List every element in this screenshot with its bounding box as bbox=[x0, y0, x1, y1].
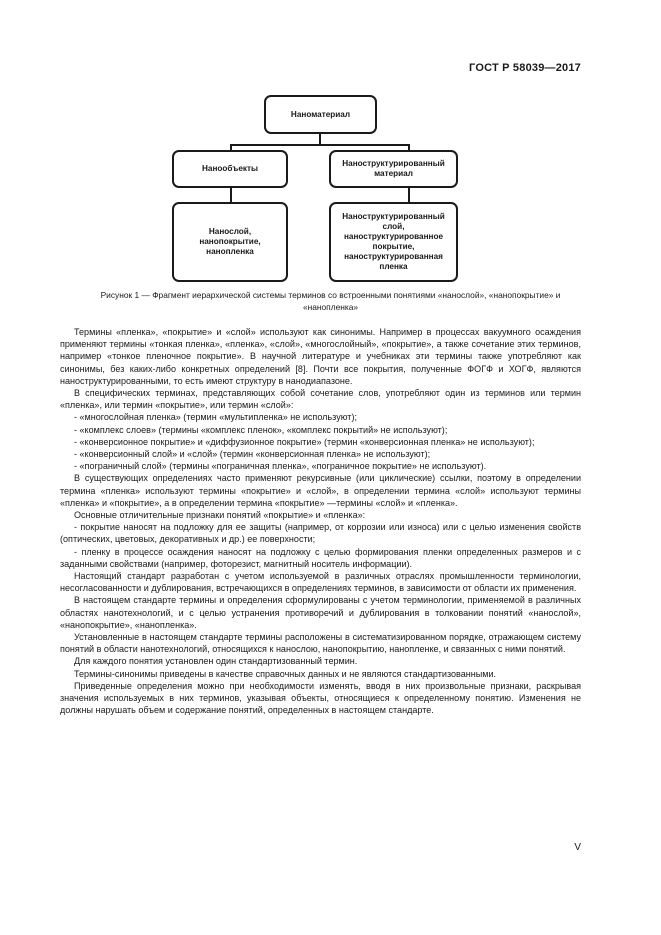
paragraph: В специфических терминах, представляющих собой сочетание слов, употребляют один из терминов или термин «пленка», или термин «покрытие», или термин «слой»: bbox=[60, 388, 581, 411]
paragraph: Установленные в настоящем стандарте термины расположены в систематизированном порядке, отражающем систему понятий в области нанотехнологий, относящихся к нанослою, нанопокрытию, нанопленке, и связанных с ними понятий. bbox=[60, 632, 581, 655]
diagram-nanostructured-material-node: Наноструктурированный материал bbox=[329, 150, 458, 188]
document-id: ГОСТ Р 58039—2017 bbox=[469, 62, 581, 74]
list-item: - «многослойная пленка» (термин «мультипленка» не используют); bbox=[74, 412, 357, 423]
connector-horizontal bbox=[230, 144, 410, 146]
paragraph: В существующих определениях часто применяют рекурсивные (или циклические) ссылки, поэтому в определении термина «пленка» используют термины «покрытие» и «слой», в определении термина «слой» используют термины «пленка» и «покрытие», а в определении термина «покрытие» —термины «слой» и «пленка». bbox=[60, 473, 581, 508]
list-item: - покрытие наносят на подложку для ее защиты (например, от коррозии или износа) или с целью изменения свойств (оптических, цветовых, декоративных и др.) ее поверхности; bbox=[60, 522, 581, 545]
connector-right-leaf bbox=[408, 187, 410, 203]
body-text bbox=[60, 326, 581, 717]
paragraph: Основные отличительные признаки понятий «покрытие» и «пленка»: bbox=[74, 510, 366, 521]
paragraph: Термины-синонимы приведены в качестве справочных данных и не являются стандартизованными. bbox=[74, 668, 497, 679]
paragraph: В настоящем стандарте термины и определения сформулированы с учетом терминологии, применяемой в различных областях нанотехнологий, и с целью устранения противоречий и дублирования в толковании понятий «нанослой», «нанопокрытие», «нанопленка». bbox=[60, 595, 581, 630]
paragraph: Настоящий стандарт разработан с учетом используемой в различных отраслях промышленности терминологии, несогласованности и дублирования, встречающихся в определениях терминов, в зависимости от области их применения. bbox=[60, 571, 581, 594]
list-item: - «пограничный слой» (термины «пограничная пленка», «пограничное покрытие» не используют). bbox=[74, 461, 487, 472]
list-item: - пленку в процессе осаждения наносят на подложку с целью формирования пленки определенных размеров и с заданными свойствами (например, фоторезист, магнитный носитель информации). bbox=[60, 546, 581, 569]
list-item: - «комплекс слоев» (термины «комплекс пленок», «комплекс покрытий» не используют); bbox=[74, 424, 448, 435]
list-item: - «конверсионный слой» и «слой» (термин «конверсионная пленка» не используют); bbox=[74, 449, 431, 460]
diagram-nanolayer-node: Нанослой, нанопокрытие, нанопленка bbox=[172, 202, 288, 282]
diagram-nanostructured-layer-node: Наноструктурированный слой, наноструктурированное покрытие, наноструктурированная пленка bbox=[329, 202, 458, 282]
paragraph: Для каждого понятия установлен один стандартизованный термин. bbox=[74, 656, 358, 667]
connector-left-leaf bbox=[230, 187, 232, 203]
paragraph: Приведенные определения можно при необходимости изменять, вводя в них произвольные признаки, раскрывая значения используемых в них терминов, указывая объекты, относящиеся к определенному понятию. Изменения не должны нарушать объем и содержание понятий, определенных в настоящем стандарте. bbox=[60, 680, 581, 716]
figure-caption: Рисунок 1 — Фрагмент иерархической системы терминов со встроенными понятиями «нанослой», «нанопокрытие» и «нанопленка» bbox=[100, 290, 561, 312]
page-number: V bbox=[574, 842, 581, 853]
list-item: - «конверсионное покрытие» и «диффузионное покрытие» (термин «конверсионная пленка» не используют); bbox=[74, 436, 535, 447]
paragraph: Термины «пленка», «покрытие» и «слой» используют как синонимы. Например в процессах вакуумного осаждения применяют термины «тонкая пленка», «пленка», «слой», «многослойный», «покрытие», а также сочетание этих терминов, например «тонкое пленочное покрытие». В научной литературе и учебниках эти термины также употребляют как синонимы, без каких-либо конкретных определений [8]. Почти все покрытия, полученные ФОГФ и ХОГФ, являются наноструктурированными, то есть имеют структуру в нанодиапазоне. bbox=[60, 327, 581, 386]
diagram-nano-objects-node: Нанообъекты bbox=[172, 150, 288, 188]
diagram-root-node: Наноматериал bbox=[264, 95, 377, 134]
